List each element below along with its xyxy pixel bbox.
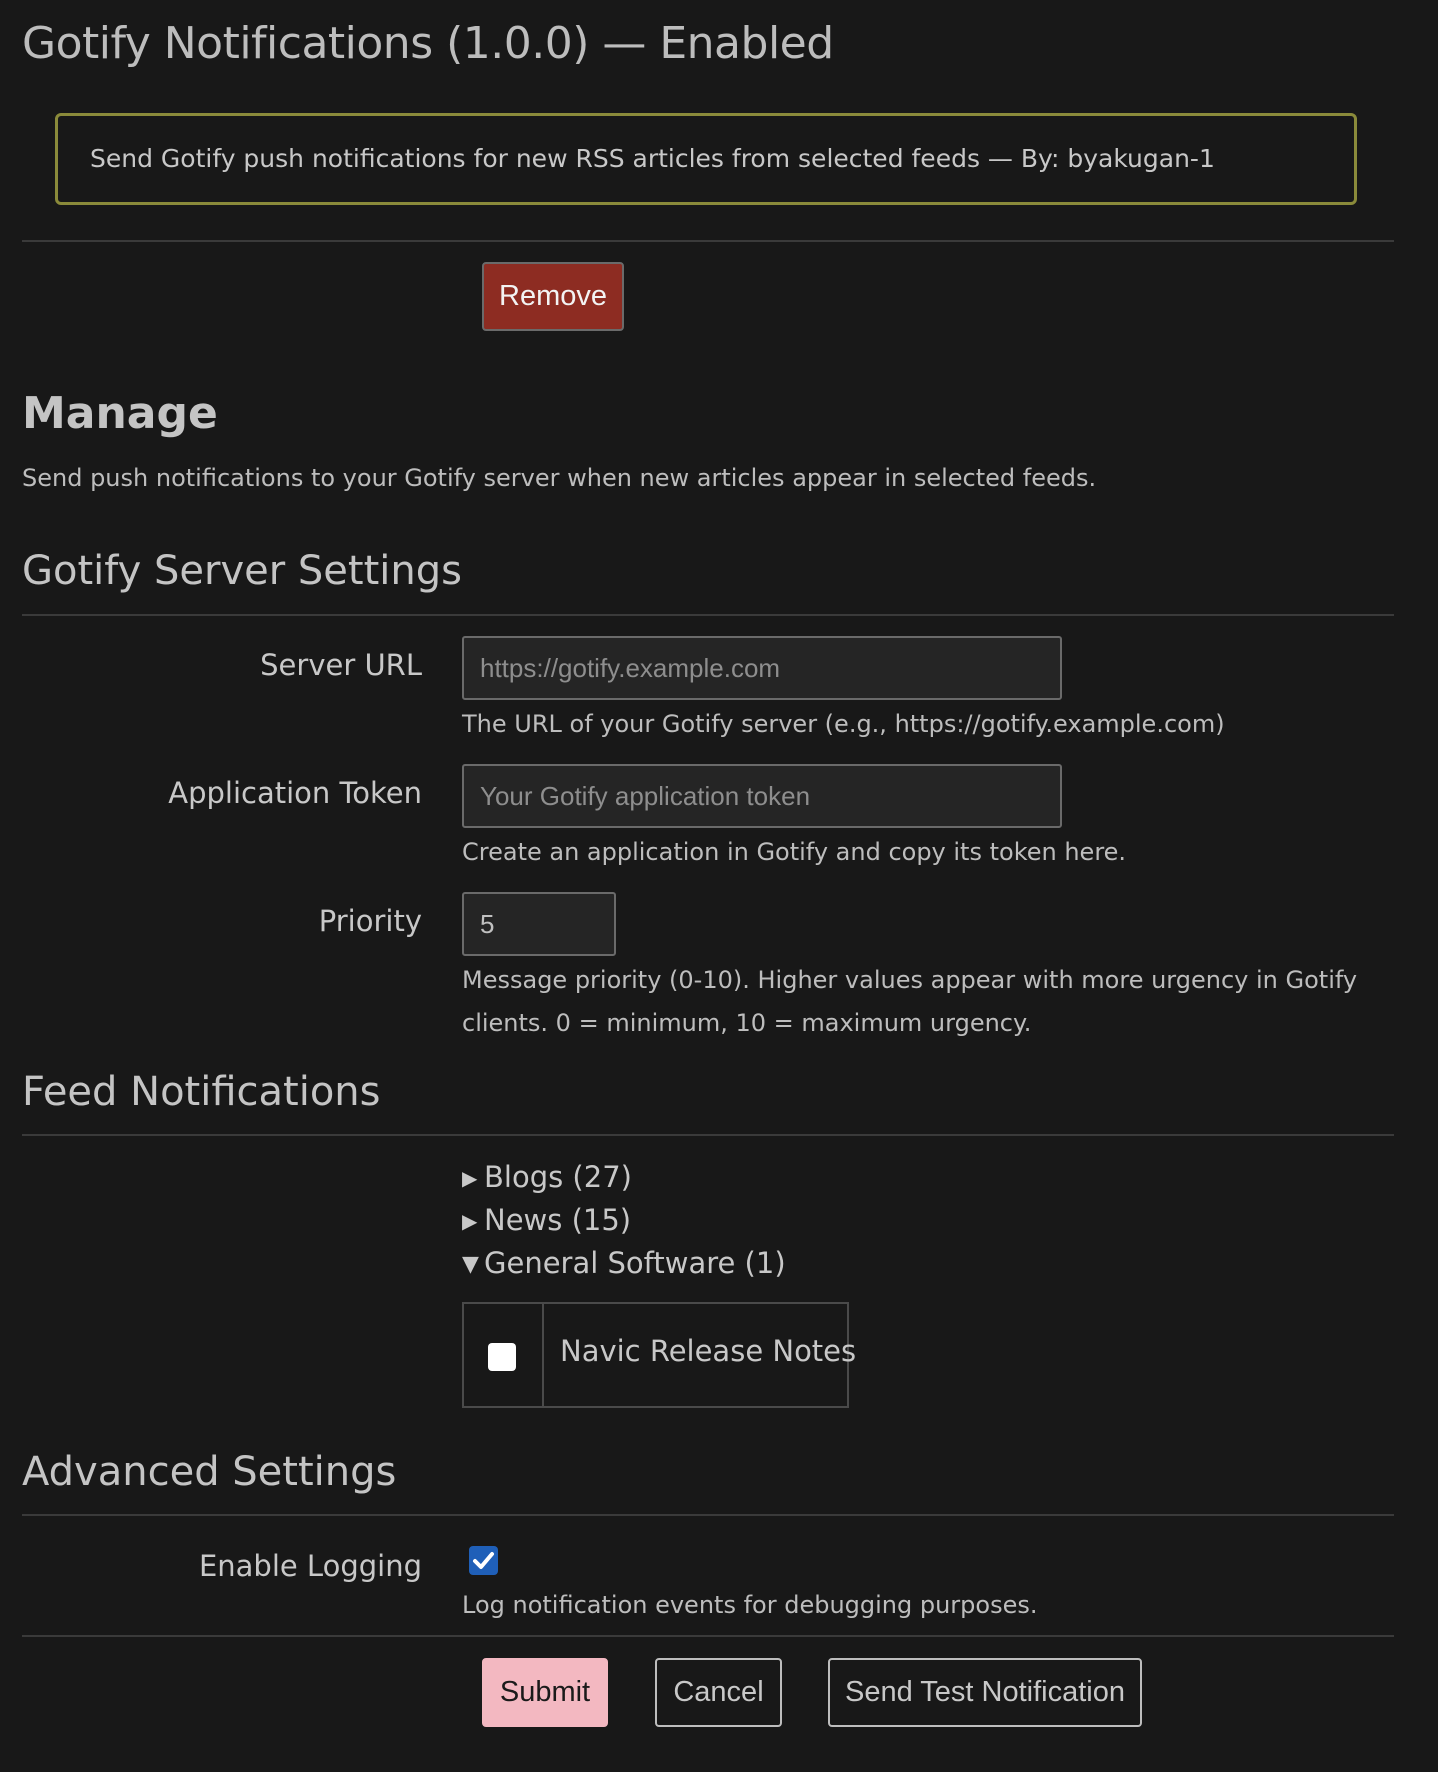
enable-logging-help: Log notification events for debugging purposes. — [462, 1591, 1038, 1619]
category-news[interactable] — [462, 1203, 631, 1237]
app-token-help: Create an application in Gotify and copy its token here. — [462, 838, 1127, 866]
plugin-description-box: Send Gotify push notifications for new RSS articles from selected feeds — By: byakugan-1 — [55, 113, 1357, 205]
manage-heading: Manage — [22, 388, 218, 439]
category-label: News (15) — [484, 1203, 632, 1237]
category-blogs[interactable] — [462, 1160, 632, 1194]
plugin-title: Gotify Notifications (1.0.0) — Enabled — [22, 18, 834, 69]
feed-notifications-heading: Feed Notifications — [22, 1069, 381, 1115]
divider — [22, 240, 1394, 242]
manage-description: Send push notifications to your Gotify server when new articles appear in selected feeds. — [22, 464, 1097, 492]
feed-checkbox-navic[interactable] — [488, 1343, 516, 1371]
check-icon — [469, 1546, 498, 1575]
cancel-button[interactable]: Cancel — [655, 1658, 782, 1727]
app-token-input[interactable] — [462, 764, 1062, 828]
priority-input[interactable] — [462, 892, 616, 956]
advanced-settings-heading: Advanced Settings — [22, 1449, 397, 1495]
send-test-notification-button[interactable]: Send Test Notification — [828, 1658, 1142, 1727]
expanded-triangle-icon: ▼ — [462, 1252, 479, 1277]
category-label: Blogs (27) — [484, 1160, 632, 1194]
remove-button[interactable]: Remove — [482, 262, 624, 331]
submit-button[interactable]: Submit — [482, 1658, 608, 1727]
server-url-help: The URL of your Gotify server (e.g., https://gotify.example.com) — [462, 710, 1225, 738]
server-settings-heading: Gotify Server Settings — [22, 548, 462, 594]
collapsed-triangle-icon: ▶ — [462, 1209, 478, 1233]
divider — [22, 1134, 1394, 1136]
enable-logging-checkbox[interactable] — [469, 1546, 498, 1575]
enable-logging-label: Enable Logging — [198, 1549, 422, 1583]
feed-table — [462, 1302, 857, 1408]
divider — [22, 614, 1394, 616]
server-url-label: Server URL — [260, 648, 422, 682]
category-label: General Software (1) — [484, 1246, 786, 1280]
feed-checkbox-cell — [464, 1304, 544, 1406]
category-general-software[interactable] — [462, 1246, 786, 1280]
app-token-label: Application Token — [168, 776, 422, 810]
server-url-input[interactable] — [462, 636, 1062, 700]
collapsed-triangle-icon: ▶ — [462, 1166, 478, 1190]
feed-name: Navic Release Notes — [560, 1334, 857, 1368]
divider — [22, 1514, 1394, 1516]
priority-help: Message priority (0-10). Higher values appear with more urgency in Gotify clients. 0 = minimum, 10 = maximum urgency. — [462, 966, 1358, 1037]
priority-label: Priority — [318, 904, 422, 938]
divider — [22, 1635, 1394, 1637]
